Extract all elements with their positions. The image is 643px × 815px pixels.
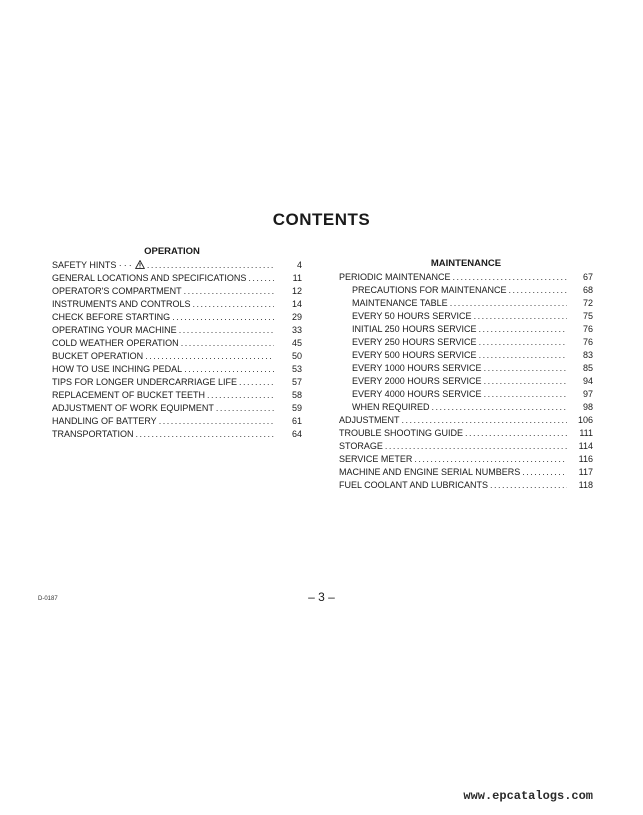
toc-page: 45 [291,338,302,348]
toc-label: INSTRUMENTS AND CONTROLS [52,299,191,309]
toc-page: 72 [582,298,593,308]
toc-label: GENERAL LOCATIONS AND SPECIFICATIONS [52,273,247,283]
toc-row[interactable] [52,363,302,376]
toc-row[interactable] [52,337,302,350]
toc-label: REPLACEMENT OF BUCKET TEETH [52,390,206,400]
toc-label: ADJUSTMENT OF WORK EQUIPMENT [52,403,214,413]
leader-dots [239,376,274,389]
toc-label: TIPS FOR LONGER UNDERCARRIAGE LIFE [52,377,238,387]
toc-row[interactable] [339,427,593,440]
toc-page: 57 [291,377,302,387]
toc-row[interactable] [339,414,593,427]
toc-label: BUCKET OPERATION [52,351,144,361]
toc-page: 75 [582,311,593,321]
leader-dots [179,324,274,337]
leader-dots [145,350,274,363]
toc-row[interactable] [52,272,302,285]
toc-page: 83 [582,350,593,360]
toc-label: STORAGE [339,441,383,451]
leader-dots [184,363,274,376]
document-code: D-0187 [38,596,58,602]
leader-dots [172,311,274,324]
leader-dots [484,375,567,388]
page-number: – 3 – [308,590,335,604]
toc-row-safety-hints[interactable] [52,259,302,272]
toc-page: 53 [291,364,302,374]
leader-dots [465,427,567,440]
toc-label: OPERATOR'S COMPARTMENT [52,286,182,296]
leader-dots [147,259,274,272]
leader-dots [207,389,274,402]
toc-page: 97 [582,389,593,399]
toc-page: 85 [582,363,593,373]
leader-dots [479,349,567,362]
toc-page: 58 [291,390,302,400]
leader-dots [479,336,567,349]
toc-page: 4 [296,260,302,270]
toc-page: 94 [582,376,593,386]
toc-row[interactable] [52,311,302,324]
toc-row[interactable] [52,428,302,441]
toc-label: PERIODIC MAINTENANCE [339,272,451,282]
toc-page: 14 [291,299,302,309]
leader-dots [181,337,274,350]
toc-page: 117 [578,467,593,477]
toc-row[interactable] [339,284,593,297]
toc-page: 111 [579,428,593,438]
toc-row[interactable] [339,479,593,492]
toc-page: 116 [578,454,593,464]
operation-heading: OPERATION [144,246,200,257]
warning-triangle-icon [135,260,145,269]
toc-page: 76 [582,337,593,347]
leader-dots [450,297,567,310]
leader-dots [509,284,567,297]
toc-row[interactable] [339,310,593,323]
toc-label: TROUBLE SHOOTING GUIDE [339,428,464,438]
toc-row[interactable] [52,376,302,389]
operation-section [52,245,302,441]
maintenance-heading: MAINTENANCE [430,258,502,269]
toc-row[interactable] [339,336,593,349]
toc-page: 98 [582,402,593,412]
leader-dots [453,271,567,284]
toc-label: FUEL COOLANT AND LUBRICANTS [339,480,489,490]
leader-dots [414,453,567,466]
toc-label: EVERY 50 HOURS SERVICE [352,311,472,321]
toc-label: EVERY 2000 HOURS SERVICE [352,376,482,386]
toc-page: 50 [291,351,302,361]
toc-label: ADJUSTMENT [339,415,400,425]
toc-row[interactable] [339,440,593,453]
page-title: CONTENTS [272,210,371,229]
toc-label: WHEN REQUIRED [352,402,430,412]
toc-label: MACHINE AND ENGINE SERIAL NUMBERS [339,467,521,477]
toc-page: 114 [578,441,593,451]
toc-row[interactable] [52,350,302,363]
toc-label: COLD WEATHER OPERATION [52,338,179,348]
toc-page: 33 [291,325,302,335]
leader-dots [216,402,274,415]
toc-label: EVERY 1000 HOURS SERVICE [352,363,482,373]
leader-dots [484,362,567,375]
leader-dots [479,323,567,336]
toc-label: PRECAUTIONS FOR MAINTENANCE [352,285,507,295]
maintenance-section [339,257,593,492]
toc-page: 106 [577,415,593,425]
leader-dots [402,414,568,427]
toc-page: 76 [582,324,593,334]
toc-row[interactable] [339,297,593,310]
toc-row[interactable] [52,402,302,415]
toc-page: 11 [292,273,302,283]
toc-page: 61 [291,416,302,426]
watermark: www.epcatalogs.com [463,789,593,803]
leader-dots [248,272,274,285]
leader-dots [385,440,567,453]
toc-row[interactable] [339,349,593,362]
toc-label: OPERATING YOUR MACHINE [52,325,177,335]
toc-page: 59 [291,403,302,413]
leader-dots [136,428,274,441]
toc-page: 67 [582,272,593,282]
leader-dots [159,415,274,428]
toc-label: EVERY 4000 HOURS SERVICE [352,389,482,399]
toc-row[interactable] [339,323,593,336]
leader-dots [474,310,567,323]
toc-page: 64 [291,429,302,439]
toc-label: SERVICE METER [339,454,413,464]
toc-page: 68 [582,285,593,295]
toc-row[interactable] [52,415,302,428]
toc-label: CHECK BEFORE STARTING [52,312,171,322]
toc-row[interactable] [339,388,593,401]
toc-row[interactable] [52,285,302,298]
toc-page: 118 [578,480,593,490]
leader-dots [522,466,567,479]
toc-row[interactable] [52,389,302,402]
toc-label: EVERY 250 HOURS SERVICE [352,337,477,347]
toc-row[interactable] [339,453,593,466]
toc-label: SAFETY HINTS ∙ ∙ ∙ [52,260,132,270]
leader-dots [490,479,567,492]
toc-label: INITIAL 250 HOURS SERVICE [352,324,477,334]
toc-label: MAINTENANCE TABLE [352,298,448,308]
toc-label: TRANSPORTATION [52,429,134,439]
toc-label: HOW TO USE INCHING PEDAL [52,364,183,374]
toc-row[interactable] [52,324,302,337]
leader-dots [484,388,567,401]
leader-dots [184,285,274,298]
toc-row[interactable] [339,362,593,375]
toc-row[interactable] [339,466,593,479]
toc-label: EVERY 500 HOURS SERVICE [352,350,477,360]
toc-row[interactable] [339,401,593,414]
toc-label: HANDLING OF BATTERY [52,416,157,426]
toc-page: 29 [291,312,302,322]
toc-row[interactable] [339,375,593,388]
toc-row[interactable] [52,298,302,311]
leader-dots [193,298,274,311]
toc-row[interactable] [339,271,593,284]
leader-dots [432,401,567,414]
toc-page: 12 [291,286,302,296]
